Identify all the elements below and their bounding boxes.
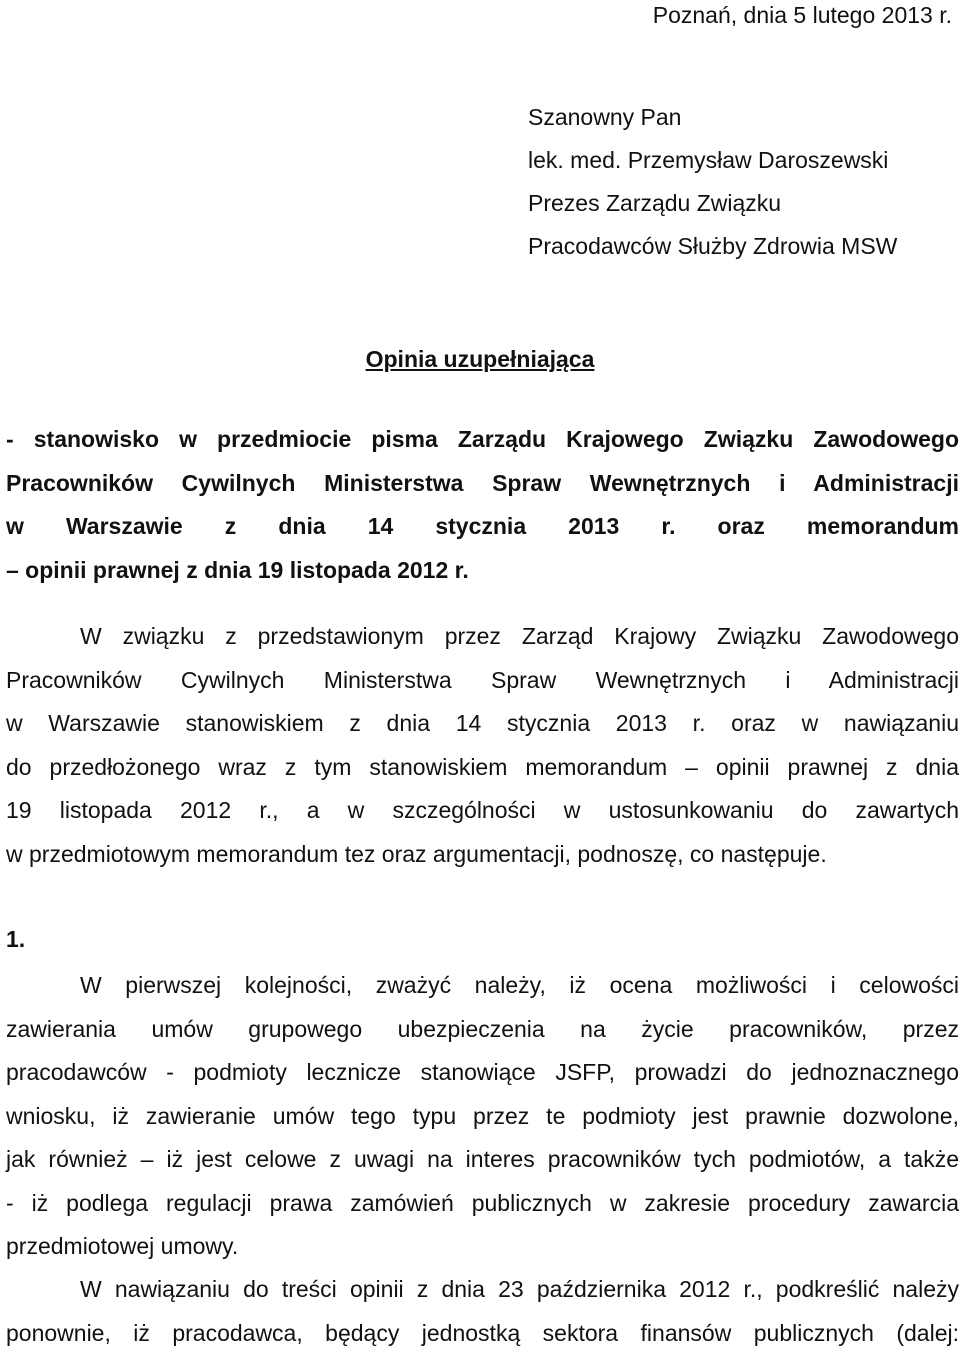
paragraph-line: jak również – iż jest celowe z uwagi na interes pracowników tych podmiotów, a także: [6, 1138, 959, 1182]
paragraph-line: zawierania umów grupowego ubezpieczenia na życie pracowników, przez: [6, 1008, 959, 1052]
recipient-position: Prezes Zarządu Związku: [528, 182, 897, 225]
paragraph-line: W związku z przedstawionym przez Zarząd Krajowy Związku Zawodowego: [6, 615, 959, 659]
paragraph-line: do przedłożonego wraz z tym stanowiskiem memorandum – opinii prawnej z dnia: [6, 746, 959, 790]
paragraph-line: wniosku, iż zawieranie umów tego typu przez te podmioty jest prawnie dozwolone,: [6, 1095, 959, 1139]
document-subject: [6, 418, 959, 592]
paragraph-line: - iż podlega regulacji prawa zamówień publicznych w zakresie procedury zawarcia: [6, 1182, 959, 1226]
section1-continuation-paragraph: [6, 1268, 959, 1355]
recipient-salutation: Szanowny Pan: [528, 96, 897, 139]
paragraph-line: w Warszawie stanowiskiem z dnia 14 stycznia 2013 r. oraz w nawiązaniu: [6, 702, 959, 746]
section1-paragraph: [6, 964, 959, 1269]
paragraph-line: przedmiotowej umowy.: [6, 1225, 959, 1269]
paragraph-line: ponownie, iż pracodawca, będący jednostką sektora finansów publicznych (dalej:: [6, 1312, 959, 1355]
paragraph-line: Pracowników Cywilnych Ministerstwa Spraw Wewnętrznych i Administracji: [6, 659, 959, 703]
intro-paragraph: [6, 615, 959, 876]
date-line: Poznań, dnia 5 lutego 2013 r.: [653, 0, 952, 30]
subject-line: w Warszawie z dnia 14 stycznia 2013 r. oraz memorandum: [6, 505, 959, 549]
recipient-name: lek. med. Przemysław Daroszewski: [528, 139, 897, 182]
subject-line: – opinii prawnej z dnia 19 listopada 2012 r.: [6, 549, 959, 593]
section-number: 1.: [6, 918, 25, 961]
paragraph-line: pracodawców - podmioty lecznicze stanowiące JSFP, prowadzi do jednoznacznego: [6, 1051, 959, 1095]
document-title: Opinia uzupełniająca: [0, 344, 960, 374]
subject-line: - stanowisko w przedmiocie pisma Zarządu Krajowego Związku Zawodowego: [6, 418, 959, 462]
paragraph-line: 19 listopada 2012 r., a w szczególności w ustosunkowaniu do zawartych: [6, 789, 959, 833]
paragraph-line: W pierwszej kolejności, zważyć należy, iż ocena możliwości i celowości: [6, 964, 959, 1008]
recipient-organization: Pracodawców Służby Zdrowia MSW: [528, 225, 897, 268]
paragraph-line: W nawiązaniu do treści opinii z dnia 23 października 2012 r., podkreślić należy: [6, 1268, 959, 1312]
subject-line: Pracowników Cywilnych Ministerstwa Spraw Wewnętrznych i Administracji: [6, 462, 959, 506]
recipient-block: [528, 96, 897, 268]
paragraph-line: w przedmiotowym memorandum tez oraz argumentacji, podnoszę, co następuje.: [6, 833, 959, 877]
